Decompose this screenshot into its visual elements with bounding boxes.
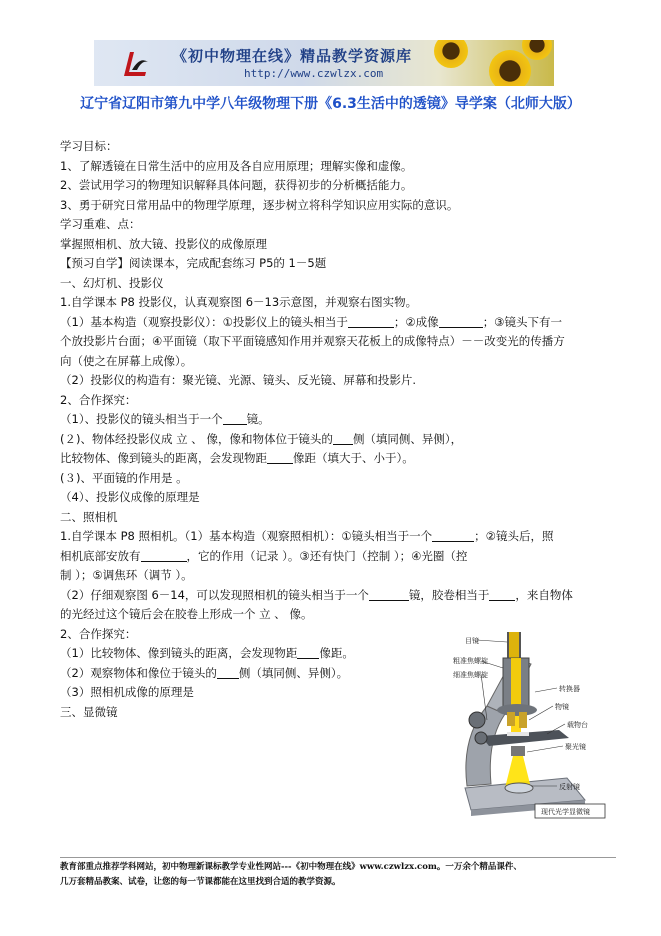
footer-line-1: 教育部重点推荐学科网站，初中物理新课标教学专业性网站---《初中物理在线》www.czwlzx.com。一万余个精品课件、	[60, 862, 522, 872]
projector-q1: （1）、投影仪的镜头相当于一个 镜。	[60, 412, 270, 426]
objective-1: 1、了解透镜在日常生活中的应用及各自应用原理；理解实像和虚像。	[60, 158, 413, 173]
camera-q2: （2）观察物体和像位于镜头的 侧（填同侧、异侧）。	[60, 665, 349, 680]
answer-blank[interactable]	[297, 645, 319, 659]
camera-q1: （1）比较物体、像到镜头的距离，会发现物距 像距。	[60, 646, 354, 660]
label-mirror: 反射镜	[559, 783, 580, 791]
document-title: 辽宁省辽阳市第九中学八年级物理下册《6.3生活中的透镜》导学案（北师大版）	[80, 96, 581, 112]
section-camera-heading: 二、照相机	[60, 509, 118, 524]
answer-blank[interactable]	[439, 314, 483, 328]
label-nosepiece: 转换器	[559, 685, 580, 693]
answer-blank[interactable]	[267, 450, 293, 464]
footer-line-2: 几万套精品教案、试卷，让您的每一节课都能在这里找到合适的教学资源。	[60, 877, 341, 887]
camera-observe-cont: 的光经过这个镜后会在胶卷上形成一个 立 、 像。	[60, 607, 313, 621]
projector-q2-cont: 比较物体、像到镜头的距离，会发现物距 像距（填大于、小于）。	[60, 451, 414, 465]
banner-url[interactable]: http://www.czwlzx.com	[244, 67, 384, 80]
site-banner	[94, 40, 554, 86]
inquiry-heading: 2、合作探究：	[60, 392, 137, 407]
camera-inquiry-heading: 2、合作探究：	[60, 626, 137, 641]
heading-key-points: 学习重难、点：	[60, 217, 141, 231]
label-fine-focus: 细准焦螺旋	[453, 671, 488, 679]
banner-title: 《初中物理在线》精品教学资源库	[172, 47, 413, 65]
projector-q2: (２)、物体经投影仪成 立 、 像，像和物体位于镜头的 侧（填同侧、异侧），	[60, 431, 463, 446]
site-logo-icon	[120, 48, 150, 80]
objective-2: 2、尝试用学习的物理知识解释具体问题，获得初步的分析概括能力。	[60, 178, 413, 192]
label-eyepiece: 目镜	[465, 637, 479, 645]
camera-q3: （3）照相机成像的原理是	[60, 685, 194, 699]
camera-observe: （2）仔细观察图 6－14，可以发现照相机的镜头相当于一个 镜，胶卷相当于 ，来自物体	[60, 587, 573, 602]
projector-structure-line-2: 个放投影片台面；④平面镜（取下平面镜感知作用并观察天花板上的成像特点）－－改变光的传播方	[60, 334, 565, 348]
label-condenser: 聚光镜	[565, 743, 586, 751]
projector-structure-line: （1）基本构造（观察投影仪）：①投影仪上的镜头相当于 ；②成像 ；③镜头下有一	[60, 314, 562, 329]
section-microscope-heading: 三、显微镜	[60, 704, 118, 719]
projector-q4: （4）、投影仪成像的原理是	[60, 490, 200, 504]
footer-divider	[60, 857, 616, 858]
microscope-figure	[447, 628, 607, 824]
label-objective: 物镜	[555, 703, 569, 711]
projector-intro: 1.自学课本 P8 投影仪，认真观察图 6－13示意图，并观察右图实物。	[60, 295, 418, 309]
answer-blank[interactable]	[369, 587, 409, 601]
answer-blank[interactable]	[489, 587, 515, 601]
answer-blank[interactable]	[333, 431, 353, 445]
answer-blank[interactable]	[217, 665, 239, 679]
camera-intro-cont: 相机底部安放有 ，它的作用（记录 ）。③还有快门（控制 ）；④光圈（控	[60, 548, 468, 563]
camera-intro-cont-2: 制 ）；⑤调焦环（调节 ）。	[60, 568, 193, 582]
label-coarse-focus: 粗准焦螺旋	[453, 657, 488, 665]
figure-caption: 现代光学显微镜	[541, 808, 590, 816]
answer-blank[interactable]	[432, 528, 474, 542]
sunflower-icon	[489, 50, 531, 86]
section-projector-heading: 一、幻灯机、投影仪	[60, 275, 164, 290]
projector-parts: （2）投影仪的构造有：聚光镜、光源、镜头、反光镜、屏幕和投影片.	[60, 373, 416, 387]
sunflower-icon	[434, 40, 468, 68]
projector-structure-line-3: 向（使之在屏幕上成像）。	[60, 353, 193, 368]
label-stage: 载物台	[567, 721, 588, 729]
projector-q3: (３)、平面镜的作用是 。	[60, 470, 188, 485]
page-footer	[60, 860, 616, 890]
answer-blank[interactable]	[348, 314, 394, 328]
heading-objectives: 学习目标：	[60, 139, 118, 153]
preview-task: 【预习自学】阅读课本，完成配套练习 P5的 1－5题	[60, 256, 327, 270]
answer-blank[interactable]	[141, 548, 187, 562]
key-points-text: 掌握照相机、放大镜、投影仪的成像原理	[60, 236, 267, 251]
sunflower-icon	[522, 40, 552, 60]
camera-intro: 1.自学课本 P8 照相机。（1）基本构造（观察照相机）：①镜头相当于一个 ；②镜头后，照	[60, 529, 554, 543]
objective-3: 3、勇于研究日常用品中的物理学原理，逐步树立将科学知识应用实际的意识。	[60, 197, 459, 212]
answer-blank[interactable]	[223, 411, 247, 425]
